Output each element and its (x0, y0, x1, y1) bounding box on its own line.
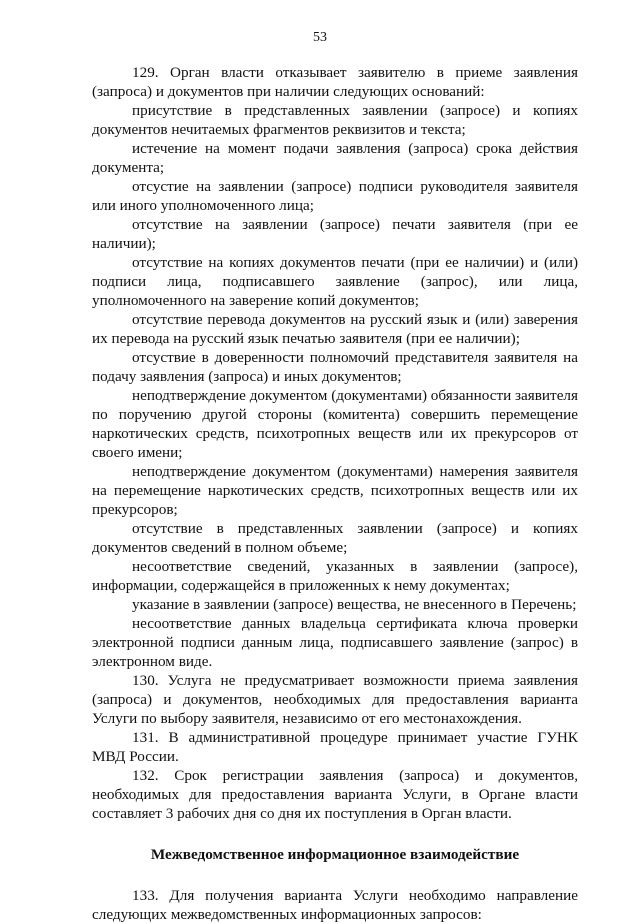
list-item: несоответствие данных владельца сертификата ключа проверки электронной подписи данным лица, подписавшего заявление (запрос) в электронном виде. (92, 615, 578, 670)
list-item: несоответствие сведений, указанных в заявлении (запросе), информации, содержащейся в приложенных к нему документах; (92, 558, 578, 594)
list-item: неподтверждение документом (документами) обязанности заявителя по поручению другой стороны (комитента) совершить перемещение наркотических средств, психотропных веществ или их прекурсоров от своего имени; (92, 387, 578, 461)
list-item: отсутствие на копиях документов печати (при ее наличии) и (или) подписи лица, подписавшего заявление (запрос), или лица, уполномоченного на заверение копий документов; (92, 254, 578, 309)
list-item: отсустие на заявлении (запросе) подписи руководителя заявителя или иного уполномоченного лица; (92, 178, 578, 214)
list-item: отсутствие в представленных заявлении (запросе) и копиях документов сведений в полном объеме; (92, 520, 578, 556)
list-item: присутствие в представленных заявлении (запросе) и копиях документов нечитаемых фрагментов реквизитов и текста; (92, 102, 578, 138)
list-item: отсутствие на заявлении (запросе) печати заявителя (при ее наличии); (92, 216, 578, 252)
paragraph-132: 132. Срок регистрации заявления (запроса) и документов, необходимых для предоставления варианта Услуги, в Органе власти составляет 3 рабочих дня со дня их поступления в Орган власти. (92, 767, 578, 822)
list-item: указание в заявлении (запросе) вещества, не внесенного в Перечень; (132, 596, 577, 613)
paragraph-133: 133. Для получения варианта Услуги необходимо направление следующих межведомственных информационных запросов: (92, 887, 578, 923)
paragraph-131: 131. В административной процедуре принимает участие ГУНК МВД России. (92, 729, 578, 765)
document-body (92, 63, 578, 924)
list-item: неподтверждение документом (документами) намерения заявителя на перемещение наркотических средств, психотропных веществ или их прекурсоров; (92, 463, 578, 518)
page-number: 53 (313, 30, 327, 45)
paragraph-130: 130. Услуга не предусматривает возможности приема заявления (запроса) и документов, необходимых для предоставления варианта Услуги по выбору заявителя, независимо от его местонахождения. (92, 672, 578, 727)
list-item: отсутствие перевода документов на русский язык и (или) заверения их перевода на русский язык печатью заявителя (при ее наличии); (92, 311, 578, 347)
paragraph-129: 129. Орган власти отказывает заявителю в приеме заявления (запроса) и документов при наличии следующих оснований: (92, 64, 578, 100)
list-item: истечение на момент подачи заявления (запроса) срока действия документа; (92, 140, 578, 176)
list-item: отсуствие в доверенности полномочий представителя заявителя на подачу заявления (запроса) и иных документов; (92, 349, 578, 385)
section-heading: Межведомственное информационное взаимодействие (150, 846, 520, 863)
